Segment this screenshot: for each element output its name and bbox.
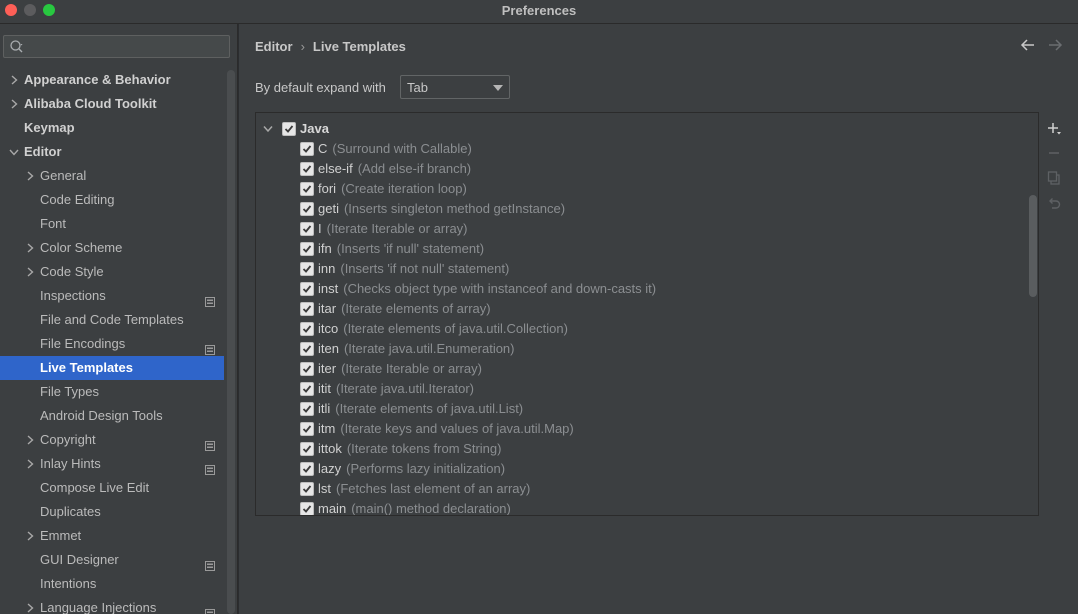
sidebar-item-inlay-hints[interactable] <box>0 452 224 476</box>
sidebar-item-color-scheme[interactable] <box>0 236 224 260</box>
group-checkbox[interactable] <box>282 122 296 136</box>
sidebar-item-label: Compose Live Edit <box>40 480 150 495</box>
template-abbreviation <box>318 241 484 256</box>
template-abbreviation <box>318 261 509 276</box>
add-icon[interactable] <box>1044 118 1064 138</box>
sidebar-item-inspections[interactable] <box>0 284 224 308</box>
chevron-right-icon[interactable] <box>24 260 36 284</box>
template-row[interactable] <box>256 339 1026 359</box>
template-row[interactable] <box>256 159 1026 179</box>
sidebar-item-gui-designer[interactable] <box>0 548 224 572</box>
sidebar-item-label: GUI Designer <box>40 552 119 567</box>
template-row[interactable] <box>256 299 1026 319</box>
template-checkbox[interactable] <box>300 202 314 216</box>
template-description: (Iterate elements of java.util.Collection) <box>343 321 568 336</box>
template-checkbox[interactable] <box>300 282 314 296</box>
project-scope-icon <box>205 459 215 469</box>
sidebar-item-label: Android Design Tools <box>40 408 163 423</box>
sidebar-item-alibaba-cloud-toolkit[interactable] <box>0 92 224 116</box>
sidebar-item-label: Appearance & Behavior <box>24 72 171 87</box>
template-abbreviation <box>318 181 467 196</box>
sidebar-item-android-design-tools[interactable] <box>0 404 224 428</box>
chevron-right-icon[interactable] <box>8 68 20 92</box>
sidebar-item-language-injections[interactable] <box>0 596 224 614</box>
project-scope-icon <box>205 291 215 301</box>
revert-icon[interactable] <box>1044 194 1064 214</box>
template-description: (main() method declaration) <box>351 501 511 516</box>
template-row[interactable] <box>256 379 1026 399</box>
remove-icon[interactable] <box>1044 143 1064 163</box>
template-abbreviation <box>318 381 474 396</box>
templates-list <box>255 112 1039 516</box>
template-description: (Inserts singleton method getInstance) <box>343 201 566 216</box>
sidebar-item-label: Duplicates <box>40 504 101 519</box>
chevron-right-icon[interactable] <box>24 452 36 476</box>
template-abbreviation <box>318 481 530 496</box>
template-abbreviation <box>318 361 482 376</box>
template-description: (Iterate keys and values of java.util.Map) <box>340 421 574 436</box>
template-abbr-text: iter <box>318 361 337 376</box>
template-row[interactable] <box>256 399 1026 419</box>
sidebar-item-code-style[interactable] <box>0 260 224 284</box>
template-abbreviation <box>318 401 523 416</box>
template-checkbox[interactable] <box>300 502 314 516</box>
chevron-right-icon[interactable] <box>24 596 36 614</box>
sidebar-item-label: Live Templates <box>40 360 133 375</box>
chevron-right-icon[interactable] <box>24 524 36 548</box>
settings-tree <box>0 68 224 614</box>
template-row[interactable] <box>256 239 1026 259</box>
template-checkbox[interactable] <box>300 322 314 336</box>
template-description: (Inserts 'if not null' statement) <box>340 261 510 276</box>
template-checkbox[interactable] <box>300 302 314 316</box>
template-abbreviation <box>318 281 656 296</box>
template-description: (Iterate tokens from String) <box>346 441 502 456</box>
template-checkbox[interactable] <box>300 182 314 196</box>
chevron-right-icon[interactable] <box>8 92 20 116</box>
expand-with-dropdown[interactable] <box>400 75 510 99</box>
sidebar-item-copyright[interactable] <box>0 428 224 452</box>
sidebar-item-editor[interactable] <box>0 140 224 164</box>
template-abbreviation <box>318 321 568 336</box>
sidebar-item-live-templates[interactable] <box>0 356 224 380</box>
template-abbr-text: itit <box>318 381 331 396</box>
template-row[interactable] <box>256 479 1026 499</box>
template-checkbox[interactable] <box>300 142 314 156</box>
project-scope-icon <box>205 339 215 349</box>
template-group-java[interactable] <box>256 119 1026 139</box>
template-abbreviation <box>318 341 515 356</box>
expand-with-value: Tab <box>407 80 428 95</box>
template-row[interactable] <box>256 459 1026 479</box>
template-abbreviation <box>318 421 574 436</box>
sidebar-item-label: Inspections <box>40 288 106 303</box>
template-row[interactable] <box>256 319 1026 339</box>
breadcrumb <box>255 39 406 54</box>
template-description: (Iterate Iterable or array) <box>326 221 468 236</box>
template-row[interactable] <box>256 499 1026 516</box>
expand-with-label: By default expand with <box>255 80 386 95</box>
chevron-right-icon[interactable] <box>24 164 36 188</box>
sidebar-scrollbar[interactable] <box>227 70 235 614</box>
template-abbr-text: ifn <box>318 241 332 256</box>
template-abbr-text: geti <box>318 201 339 216</box>
template-abbr-text: else-if <box>318 161 353 176</box>
settings-sidebar <box>0 24 238 614</box>
template-abbreviation <box>318 301 491 316</box>
template-row[interactable] <box>256 419 1026 439</box>
back-arrow-icon[interactable] <box>1020 37 1036 53</box>
sidebar-item-label: Intentions <box>40 576 97 591</box>
sidebar-item-label: Copyright <box>40 432 96 447</box>
copy-icon[interactable] <box>1044 168 1064 188</box>
template-checkbox[interactable] <box>300 342 314 356</box>
sidebar-item-intentions[interactable] <box>0 572 224 596</box>
sidebar-item-label: General <box>40 168 87 183</box>
template-description: (Checks object type with instanceof and down-casts it) <box>343 281 657 296</box>
template-row[interactable] <box>256 199 1026 219</box>
sidebar-item-label: Code Editing <box>40 192 115 207</box>
template-abbr-text: fori <box>318 181 337 196</box>
template-description: (Inserts 'if null' statement) <box>336 241 485 256</box>
sidebar-item-label: Editor <box>24 144 62 159</box>
template-description: (Iterate java.util.Iterator) <box>336 381 474 396</box>
sidebar-item-label: Font <box>40 216 67 231</box>
sidebar-item-duplicates[interactable] <box>0 500 224 524</box>
sidebar-item-file-encodings[interactable] <box>0 332 224 356</box>
template-abbr-text: itco <box>318 321 339 336</box>
template-checkbox[interactable] <box>300 462 314 476</box>
template-abbreviation <box>318 141 472 156</box>
template-checkbox[interactable] <box>300 422 314 436</box>
sidebar-item-file-types[interactable] <box>0 380 224 404</box>
sidebar-item-label: Color Scheme <box>40 240 123 255</box>
chevron-right-icon[interactable] <box>24 236 36 260</box>
template-abbreviation <box>318 501 511 516</box>
template-description: (Performs lazy initialization) <box>346 461 506 476</box>
title-bar <box>0 0 1078 24</box>
breadcrumb-parent[interactable]: Editor <box>255 39 293 54</box>
template-abbr-text: lst <box>318 481 331 496</box>
template-row[interactable] <box>256 279 1026 299</box>
sidebar-item-label: File Encodings <box>40 336 126 351</box>
template-abbreviation <box>318 221 468 236</box>
template-row[interactable] <box>256 139 1026 159</box>
template-checkbox[interactable] <box>300 442 314 456</box>
template-row[interactable] <box>256 439 1026 459</box>
sidebar-item-label: Alibaba Cloud Toolkit <box>24 96 157 111</box>
sidebar-item-code-editing[interactable] <box>0 188 224 212</box>
template-description: (Iterate elements of array) <box>341 301 491 316</box>
group-name: Java <box>300 121 329 136</box>
template-row[interactable] <box>256 259 1026 279</box>
sidebar-item-label: Code Style <box>40 264 104 279</box>
template-abbr-text: itli <box>318 401 331 416</box>
template-checkbox[interactable] <box>300 482 314 496</box>
settings-search-input[interactable] <box>3 35 230 58</box>
search-icon <box>9 39 25 55</box>
window-title: Preferences <box>501 3 577 18</box>
template-abbreviation <box>318 161 471 176</box>
sidebar-item-label: Language Injections <box>40 600 157 614</box>
sidebar-item-label: Keymap <box>24 120 75 135</box>
template-abbr-text: I <box>318 221 322 236</box>
template-description: (Iterate Iterable or array) <box>341 361 482 376</box>
sidebar-item-appearance-behavior[interactable] <box>0 68 224 92</box>
template-checkbox[interactable] <box>300 242 314 256</box>
sidebar-item-emmet[interactable] <box>0 524 224 548</box>
sidebar-item-label: File Types <box>40 384 100 399</box>
template-checkbox[interactable] <box>300 262 314 276</box>
template-abbreviation <box>318 461 505 476</box>
template-abbr-text: lazy <box>318 461 342 476</box>
project-scope-icon <box>205 435 215 445</box>
template-row[interactable] <box>256 179 1026 199</box>
sidebar-item-label: Emmet <box>40 528 82 543</box>
template-checkbox[interactable] <box>300 382 314 396</box>
forward-arrow-icon[interactable] <box>1047 37 1063 53</box>
template-description: (Add else-if branch) <box>357 161 472 176</box>
template-abbr-text: iten <box>318 341 339 356</box>
project-scope-icon <box>205 603 215 613</box>
template-description: (Fetches last element of an array) <box>336 481 531 496</box>
chevron-down-icon[interactable] <box>8 140 20 164</box>
chevron-right-icon[interactable] <box>24 428 36 452</box>
breadcrumb-separator: › <box>300 39 305 54</box>
template-abbreviation <box>318 201 565 216</box>
sidebar-item-font[interactable] <box>0 212 224 236</box>
templates-scrollbar[interactable] <box>1029 195 1037 297</box>
template-checkbox[interactable] <box>300 162 314 176</box>
template-abbr-text: ittok <box>318 441 342 456</box>
template-abbr-text: inst <box>318 281 339 296</box>
template-row[interactable] <box>256 219 1026 239</box>
template-abbr-text: itm <box>318 421 336 436</box>
template-description: (Create iteration loop) <box>341 181 467 196</box>
template-abbr-text: C <box>318 141 328 156</box>
template-checkbox[interactable] <box>300 362 314 376</box>
template-description: (Iterate java.util.Enumeration) <box>343 341 515 356</box>
template-abbr-text: main <box>318 501 347 516</box>
sidebar-item-label: File and Code Templates <box>40 312 184 327</box>
project-scope-icon <box>205 555 215 565</box>
template-abbr-text: itar <box>318 301 337 316</box>
live-templates-panel <box>239 24 1078 614</box>
breadcrumb-current: Live Templates <box>312 39 406 54</box>
template-checkbox[interactable] <box>300 222 314 236</box>
sidebar-item-label: Inlay Hints <box>40 456 101 471</box>
chevron-down-icon[interactable] <box>263 125 273 133</box>
template-description: (Iterate elements of java.util.List) <box>335 401 524 416</box>
sidebar-item-keymap[interactable] <box>0 116 224 140</box>
sidebar-item-general[interactable] <box>0 164 224 188</box>
template-checkbox[interactable] <box>300 402 314 416</box>
template-description: (Surround with Callable) <box>332 141 472 156</box>
template-abbr-text: inn <box>318 261 336 276</box>
sidebar-item-file-and-code-templates[interactable] <box>0 308 224 332</box>
template-row[interactable] <box>256 359 1026 379</box>
chevron-down-icon <box>493 85 503 91</box>
sidebar-item-compose-live-edit[interactable] <box>0 476 224 500</box>
template-abbreviation <box>318 441 501 456</box>
